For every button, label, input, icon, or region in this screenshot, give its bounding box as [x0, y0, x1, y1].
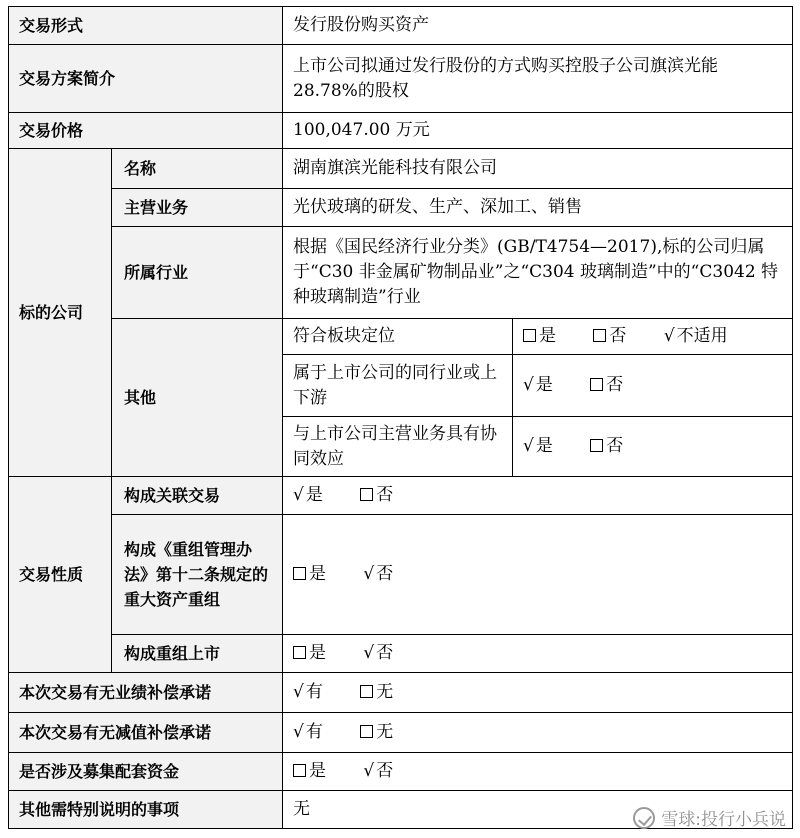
checkbox-empty-icon: [590, 378, 603, 391]
row-nature-listing: [9, 635, 793, 673]
checkmark-icon: √: [363, 564, 375, 584]
value-impairment: [283, 713, 793, 753]
value-funding: [283, 753, 793, 791]
label-nature-listing: 构成重组上市: [112, 635, 283, 673]
label-target-other: 其他: [112, 319, 283, 477]
other-item-label: 符合板块定位: [283, 319, 513, 355]
option-no: √ 否: [363, 564, 393, 584]
checkbox-empty-icon: [590, 439, 603, 452]
option-yes: √ 是: [523, 373, 553, 398]
checkmark-icon: √: [363, 761, 375, 781]
checkmark-icon: √: [523, 375, 534, 395]
checkbox-empty-icon: [293, 646, 306, 659]
row-target-industry: [9, 227, 793, 319]
label-target-industry: 所属行业: [112, 227, 283, 319]
other-item-label: 与上市公司主营业务具有协同效应: [283, 417, 513, 477]
label-funding: 是否涉及募集配套资金: [9, 753, 283, 791]
checkmark-icon: √: [363, 643, 375, 663]
row-nature-related: [9, 477, 793, 515]
value-nature-listing: [283, 635, 793, 673]
checkbox-empty-icon: [293, 567, 306, 580]
label-target-name: 名称: [112, 149, 283, 189]
option-no: 无: [360, 722, 393, 742]
other-item-options: [513, 355, 793, 417]
value-performance: [283, 673, 793, 713]
label-price: 交易价格: [9, 113, 283, 149]
row-target-name: [9, 149, 793, 189]
checkmark-icon: √: [663, 326, 675, 346]
checkbox-empty-icon: [293, 764, 306, 777]
row-nature-major: [9, 515, 793, 635]
checkbox-empty-icon: [360, 725, 373, 738]
option-yes: 是: [293, 562, 326, 587]
label-target: 标的公司: [9, 149, 112, 477]
value-summary: 上市公司拟通过发行股份的方式购买控股子公司旗滨光能 28.78%的股权: [283, 45, 793, 113]
row-form: [9, 7, 793, 45]
option-yes: √ 是: [293, 483, 323, 508]
row-other-positioning: [9, 319, 793, 355]
checkmark-icon: √: [293, 722, 304, 742]
option-no: 否: [590, 436, 623, 456]
checkmark-icon: √: [293, 682, 304, 702]
option-na: √ 不适用: [664, 326, 728, 346]
watermark-text: 雪球:投行小兵说: [661, 810, 786, 830]
value-price: 100,047.00 万元: [283, 113, 793, 149]
checkbox-empty-icon: [360, 488, 373, 501]
label-performance: 本次交易有无业绩补偿承诺: [9, 673, 283, 713]
option-no: √ 否: [363, 643, 393, 663]
label-nature-major: 构成《重组管理办法》第十二条规定的重大资产重组: [112, 515, 283, 635]
option-yes: √ 是: [523, 434, 553, 459]
row-price: [9, 113, 793, 149]
other-item-options: [513, 417, 793, 477]
transaction-summary-table: [8, 6, 793, 829]
label-nature-related: 构成关联交易: [112, 477, 283, 515]
value-target-business: 光伏玻璃的研发、生产、深加工、销售: [283, 189, 793, 227]
option-yes: √ 有: [293, 720, 323, 745]
other-item-label: 属于上市公司的同行业或上下游: [283, 355, 513, 417]
label-target-business: 主营业务: [112, 189, 283, 227]
value-nature-related: [283, 477, 793, 515]
value-nature-major: [283, 515, 793, 635]
row-summary: [9, 45, 793, 113]
row-performance: [9, 673, 793, 713]
checkbox-empty-icon: [523, 329, 536, 342]
checkbox-empty-icon: [593, 329, 606, 342]
other-item-options: [513, 319, 793, 355]
option-yes: √ 有: [293, 680, 323, 705]
option-no: √ 否: [363, 761, 393, 781]
watermark: [633, 805, 786, 830]
value-target-industry: 根据《国民经济行业分类》(GB/T4754—2017),标的公司归属于“C30 非金属矿物制品业”之“C304 玻璃制造”中的“C3042 特种玻璃制造”行业: [283, 227, 793, 319]
value-notes: 无: [283, 791, 793, 829]
option-no: 否: [360, 485, 393, 505]
row-impairment: [9, 713, 793, 753]
checkmark-icon: √: [293, 485, 304, 505]
label-form: 交易形式: [9, 7, 283, 45]
xueqiu-logo-icon: [633, 807, 655, 829]
option-no: 无: [360, 682, 393, 702]
label-nature: 交易性质: [9, 477, 112, 673]
label-summary: 交易方案简介: [9, 45, 283, 113]
checkbox-empty-icon: [360, 685, 373, 698]
checkmark-icon: √: [523, 436, 534, 456]
option-no: 否: [593, 324, 626, 349]
option-no: 否: [590, 375, 623, 395]
label-notes: 其他需特别说明的事项: [9, 791, 283, 829]
row-target-business: [9, 189, 793, 227]
label-impairment: 本次交易有无减值补偿承诺: [9, 713, 283, 753]
row-funding: [9, 753, 793, 791]
option-yes: 是: [523, 324, 556, 349]
option-yes: 是: [293, 641, 326, 666]
option-yes: 是: [293, 759, 326, 784]
value-form: 发行股份购买资产: [283, 7, 793, 45]
value-target-name: 湖南旗滨光能科技有限公司: [283, 149, 793, 189]
